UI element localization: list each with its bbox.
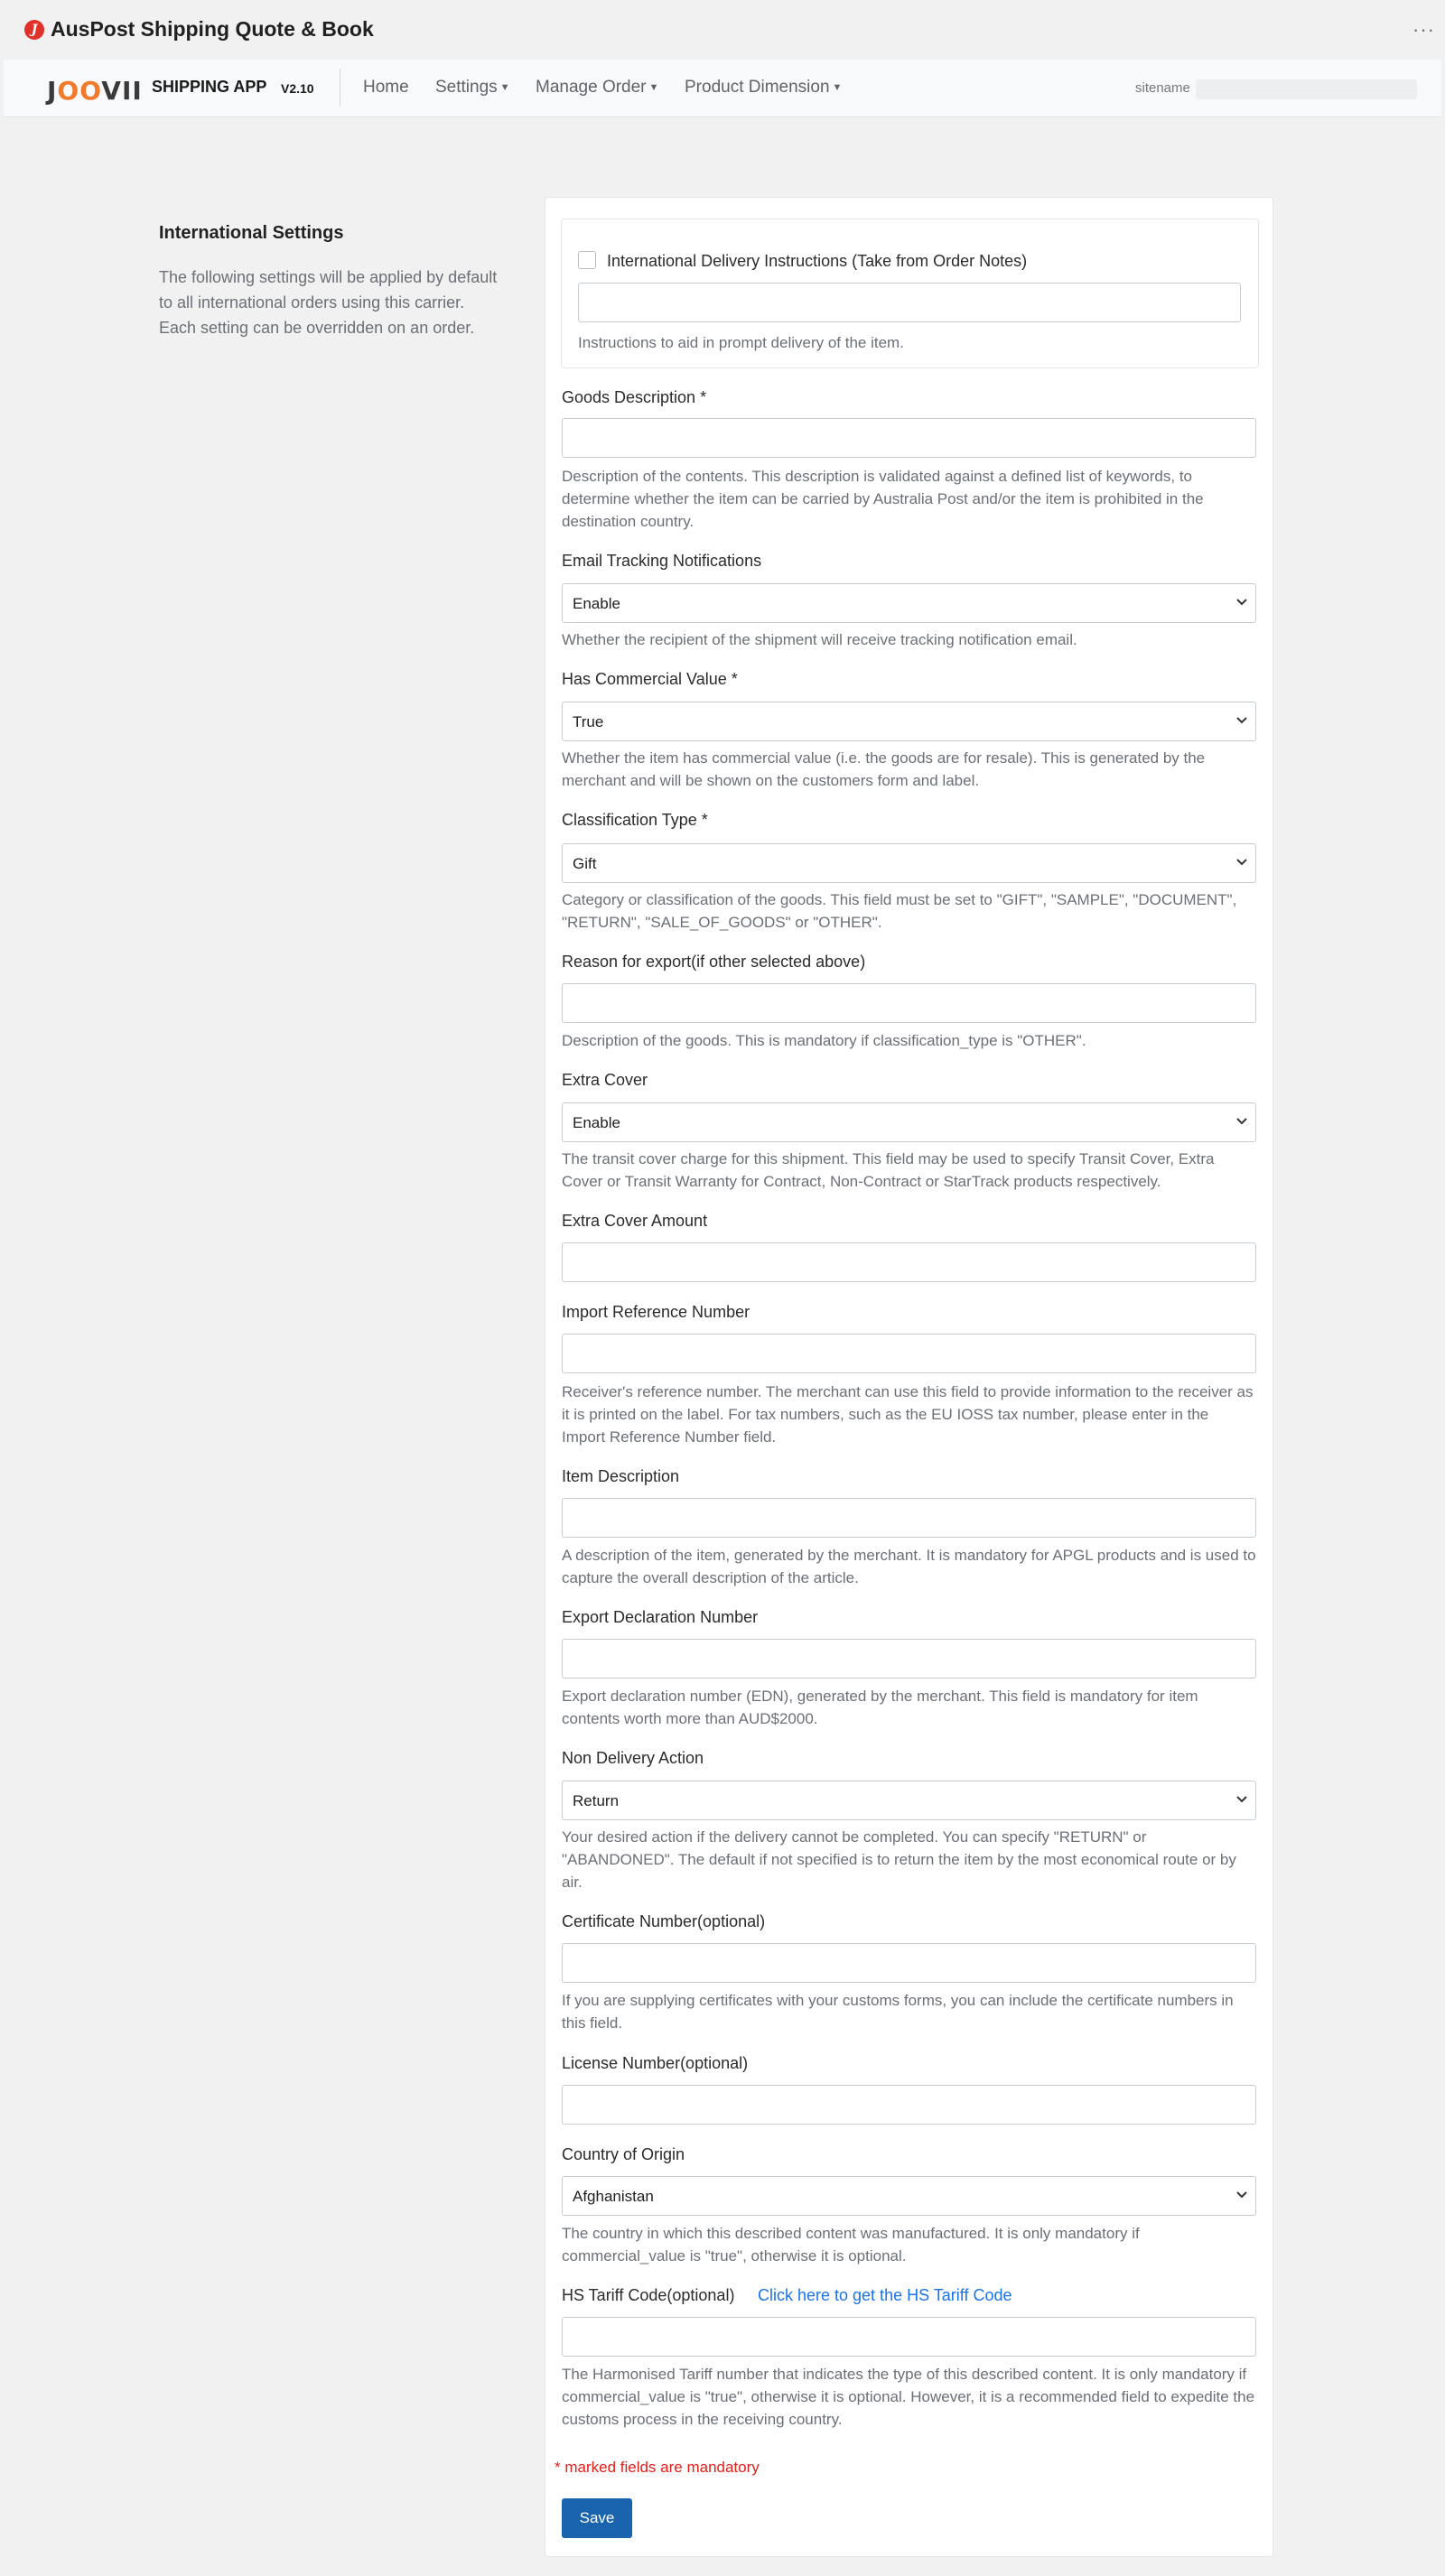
app-title-bar xyxy=(0,0,1445,60)
email-tracking-help: Whether the recipient of the shipment will receive tracking notification email. xyxy=(562,631,1077,648)
mandatory-fields-note: * marked fields are mandatory xyxy=(555,2459,760,2476)
chevron-down-icon xyxy=(1235,1114,1248,1127)
license-number-input[interactable] xyxy=(562,2085,1256,2125)
section-description: The following settings will be applied by default to all international orders using this carrier. Each setting can be overridden on an order. xyxy=(159,268,498,337)
caret-down-icon: ▼ xyxy=(648,81,659,93)
caret-down-icon: ▼ xyxy=(499,81,510,93)
chevron-down-icon xyxy=(1235,855,1248,868)
nav-manage-order[interactable] xyxy=(536,78,658,98)
site-label: sitename xyxy=(1135,80,1190,96)
commercial-value-select[interactable] xyxy=(562,702,1256,741)
nav-settings[interactable] xyxy=(435,78,510,98)
extra-cover-amount-label: Extra Cover Amount xyxy=(562,1212,708,1230)
item-description-help: A description of the item, generated by the merchant. It is mandatory for APGL products and is used to capture the overall description of the article. xyxy=(562,1547,1256,1586)
nav-product-dimension-label: Product Dimension xyxy=(685,78,830,97)
delivery-instructions-checkbox[interactable] xyxy=(578,251,596,269)
top-navbar xyxy=(4,60,1441,117)
nav-product-dimension[interactable] xyxy=(685,78,842,98)
email-tracking-select[interactable] xyxy=(562,583,1256,623)
app-logo-icon: J xyxy=(24,20,44,40)
license-number-label: License Number(optional) xyxy=(562,2054,749,2072)
hs-tariff-label: HS Tariff Code(optional) xyxy=(562,2286,735,2304)
item-description-label: Item Description xyxy=(562,1467,680,1485)
item-description-input[interactable] xyxy=(562,1498,1256,1538)
email-tracking-value: Enable xyxy=(573,595,620,612)
extra-cover-label: Extra Cover xyxy=(562,1071,648,1089)
certificate-number-label: Certificate Number(optional) xyxy=(562,1912,766,1930)
nav-home[interactable] xyxy=(363,78,409,98)
chevron-down-icon xyxy=(1235,595,1248,608)
delivery-instructions-help: Instructions to aid in prompt delivery of the item. xyxy=(578,334,904,351)
delivery-instructions-label: International Delivery Instructions (Take from Order Notes) xyxy=(607,252,1028,270)
section-title: International Settings xyxy=(159,223,344,243)
commercial-value-label: Has Commercial Value * xyxy=(562,670,738,688)
extra-cover-value: Enable xyxy=(573,1114,620,1131)
certificate-number-help: If you are supplying certificates with your customs forms, you can include the certificate numbers in this field. xyxy=(562,1992,1234,2032)
goods-description-help: Description of the contents. This description is validated against a defined list of keywords, to determine whether the item can be carried by Australia Post and/or the item is prohibited in the destination country. xyxy=(562,468,1204,530)
more-options-icon[interactable]: ··· xyxy=(1412,18,1435,41)
goods-description-input[interactable] xyxy=(562,418,1256,458)
email-tracking-label: Email Tracking Notifications xyxy=(562,552,762,570)
country-of-origin-help: The country in which this described content was manufactured. It is only mandatory if commercial_value is "true", otherwise it is optional. xyxy=(562,2225,1140,2264)
classification-type-value: Gift xyxy=(573,855,597,872)
extra-cover-amount-input[interactable] xyxy=(562,1242,1256,1282)
classification-type-help: Category or classification of the goods. This field must be set to "GIFT", "SAMPLE", "DOCUMENT", "RETURN", "SALE_OF_GOODS" or "OTHER". xyxy=(562,891,1237,931)
certificate-number-input[interactable] xyxy=(562,1943,1256,1983)
export-declaration-help: Export declaration number (EDN), generated by the merchant. This field is mandatory for item contents worth more than AUD$2000. xyxy=(562,1688,1198,1727)
chevron-down-icon xyxy=(1235,2188,1248,2200)
country-of-origin-value: Afghanistan xyxy=(573,2188,654,2205)
chevron-down-icon xyxy=(1235,713,1248,726)
import-reference-label: Import Reference Number xyxy=(562,1303,750,1321)
delivery-instructions-input[interactable] xyxy=(578,283,1241,322)
hs-tariff-input[interactable] xyxy=(562,2317,1256,2357)
chevron-down-icon xyxy=(1235,1792,1248,1805)
site-name-field xyxy=(1196,79,1417,99)
country-of-origin-select[interactable] xyxy=(562,2176,1256,2216)
nav-home-label: Home xyxy=(363,78,409,97)
non-delivery-action-help: Your desired action if the delivery cannot be completed. You can specify "RETURN" or "ABANDONED". The default if not specified is to return the item by the most economical route or by air. xyxy=(562,1828,1236,1891)
extra-cover-select[interactable] xyxy=(562,1102,1256,1142)
nav-manage-order-label: Manage Order xyxy=(536,78,647,97)
extra-cover-help: The transit cover charge for this shipment. This field may be used to specify Transit Cover, Extra Cover or Transit Warranty for Contract, Non-Contract or StarTrack products respectively. xyxy=(562,1150,1215,1190)
classification-type-select[interactable] xyxy=(562,843,1256,883)
hs-tariff-help: The Harmonised Tariff number that indicates the type of this described content. It is only mandatory if commercial_value is "true", otherwise it is optional. However, it is a recommended field to expedite the customs process in the receiving country. xyxy=(562,2366,1255,2428)
non-delivery-action-select[interactable] xyxy=(562,1781,1256,1820)
commercial-value-help: Whether the item has commercial value (i.e. the goods are for resale). This is generated by the merchant and will be shown on the customers form and label. xyxy=(562,749,1206,789)
country-of-origin-label: Country of Origin xyxy=(562,2145,685,2163)
non-delivery-action-label: Non Delivery Action xyxy=(562,1749,704,1767)
goods-description-label: Goods Description * xyxy=(562,388,707,406)
import-reference-input[interactable] xyxy=(562,1334,1256,1373)
app-title: AusPost Shipping Quote & Book xyxy=(51,17,374,41)
non-delivery-action-value: Return xyxy=(573,1792,620,1809)
joovii-logo[interactable]: JOOVII xyxy=(47,76,143,106)
export-declaration-input[interactable] xyxy=(562,1639,1256,1679)
brand-name: SHIPPING APP xyxy=(152,78,267,96)
commercial-value-value: True xyxy=(573,713,604,730)
reason-for-export-input[interactable] xyxy=(562,983,1256,1023)
reason-for-export-label: Reason for export(if other selected above) xyxy=(562,953,866,971)
reason-for-export-help: Description of the goods. This is mandatory if classification_type is "OTHER". xyxy=(562,1032,1086,1049)
classification-type-label: Classification Type * xyxy=(562,811,708,829)
export-declaration-label: Export Declaration Number xyxy=(562,1608,759,1626)
caret-down-icon: ▼ xyxy=(832,81,843,93)
app-version: V2.10 xyxy=(281,81,314,96)
save-button[interactable]: Save xyxy=(562,2498,632,2538)
nav-settings-label: Settings xyxy=(435,78,498,97)
hs-tariff-link[interactable]: Click here to get the HS Tariff Code xyxy=(758,2286,1012,2304)
import-reference-help: Receiver's reference number. The merchant can use this field to provide information to the receiver as it is printed on the label. For tax numbers, such as the EU IOSS tax number, please enter in the Import Reference Number field. xyxy=(562,1383,1254,1446)
delivery-instructions-panel xyxy=(561,219,1259,368)
